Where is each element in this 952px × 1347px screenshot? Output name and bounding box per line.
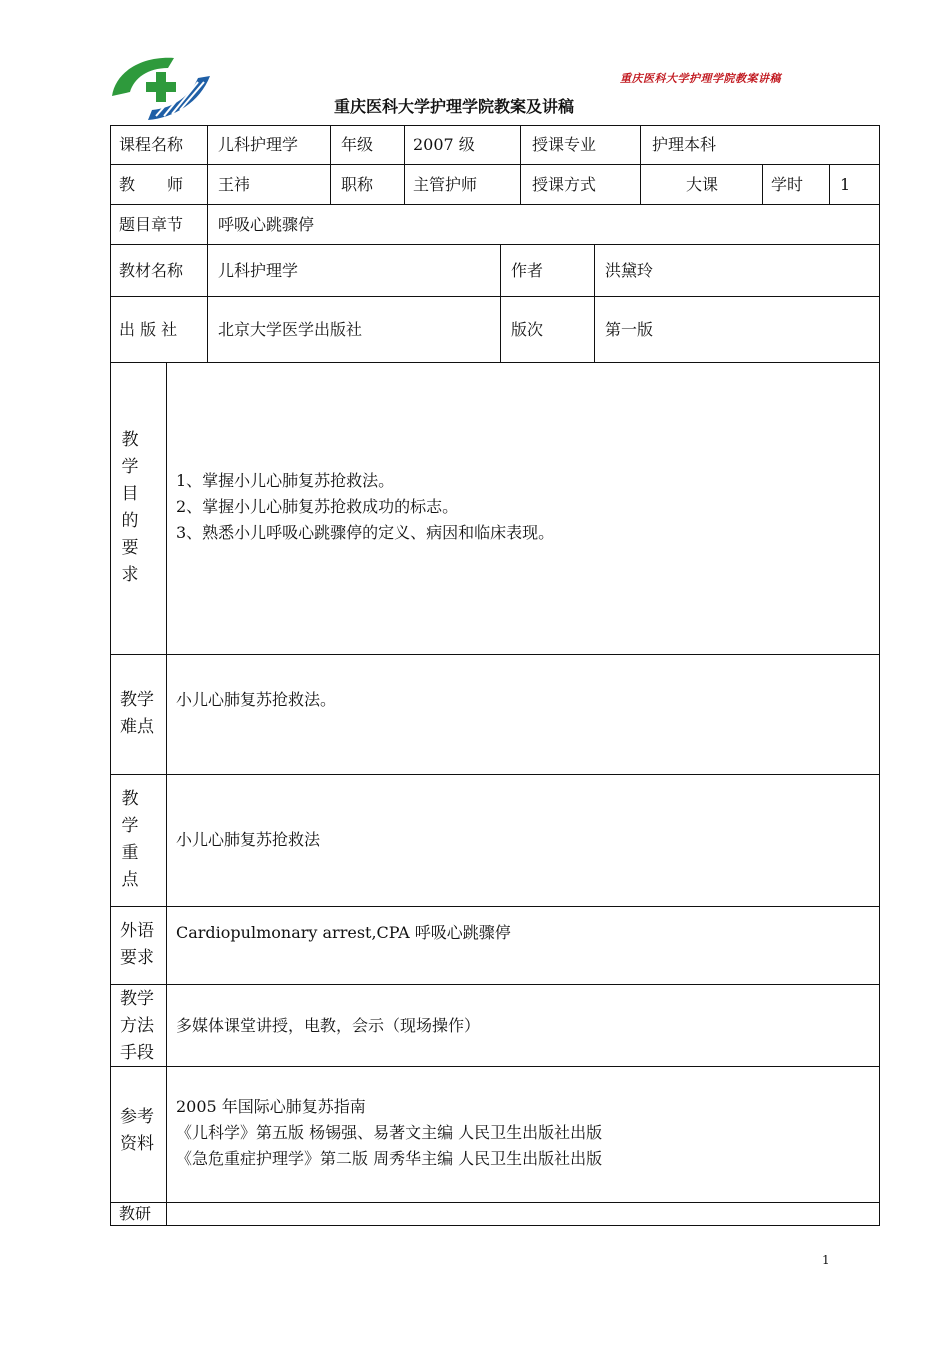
reference-item: 2005 年国际心肺复苏指南 (176, 1097, 366, 1116)
objective-item: 2、掌握小儿心肺复苏抢救成功的标志。 (176, 497, 459, 516)
document-title: 重庆医科大学护理学院教案及讲稿 (334, 97, 575, 116)
major-label: 授课专业 (532, 135, 597, 154)
difficulty-label: 教学难点 (120, 690, 154, 737)
lesson-plan-table (110, 125, 880, 1226)
objective-item: 3、熟悉小儿呼吸心跳骤停的定义、病因和临床表现。 (176, 523, 555, 542)
difficulty-value: 小儿心肺复苏抢救法。 (176, 690, 337, 709)
hours-value: 1 (840, 175, 851, 194)
header-note: 重庆医科大学护理学院教案讲稿 (620, 72, 781, 85)
foreign-language-value: Cardiopulmonary arrest,CPA 呼吸心跳骤停 (176, 923, 511, 942)
objectives-list (176, 468, 554, 546)
textbook-value: 儿科护理学 (218, 261, 299, 280)
objective-item: 1、掌握小儿心肺复苏抢救法。 (176, 471, 395, 490)
job-title-label: 职称 (341, 175, 374, 194)
methods-label: 教学方法手段 (120, 989, 154, 1063)
foreign-language-label: 外语要求 (120, 921, 154, 968)
teaching-method-label: 授课方式 (532, 175, 597, 194)
reference-item: 《急危重症护理学》第二版 周秀华主编 人民卫生出版社出版 (176, 1149, 603, 1168)
author-label: 作者 (511, 261, 544, 280)
grade-value: 2007 级 (413, 135, 475, 154)
reference-item: 《儿科学》第五版 杨锡强、易著文主编 人民卫生出版社出版 (176, 1123, 603, 1142)
methods-value: 多媒体课堂讲授，电教，会示（现场操作） (176, 1016, 481, 1035)
edition-label: 版次 (511, 320, 544, 339)
course-name-value: 儿科护理学 (218, 135, 299, 154)
references-list (176, 1094, 602, 1172)
major-value: 护理本科 (652, 135, 717, 154)
objectives-label: 教学目的要求 (121, 430, 139, 585)
teaching-method-value: 大课 (686, 175, 719, 194)
hours-label: 学时 (771, 175, 804, 194)
grade-label: 年级 (341, 135, 374, 154)
publisher-label: 出 版 社 (119, 320, 178, 339)
textbook-label: 教材名称 (119, 261, 184, 280)
page-number: 1 (822, 1253, 830, 1267)
author-value: 洪黛玲 (605, 261, 654, 280)
key-points-label: 教学重点 (121, 789, 139, 890)
publisher-value: 北京大学医学出版社 (218, 320, 363, 339)
research-label: 教研 (119, 1204, 152, 1223)
references-label: 参考资料 (120, 1107, 154, 1154)
topic-label: 题目章节 (119, 215, 184, 234)
course-name-label: 课程名称 (119, 135, 184, 154)
key-points-value: 小儿心肺复苏抢救法 (176, 830, 321, 849)
teacher-value: 王祎 (218, 175, 251, 194)
topic-value: 呼吸心跳骤停 (218, 215, 315, 234)
school-logo (104, 52, 216, 124)
job-title-value: 主管护师 (413, 175, 478, 194)
edition-value: 第一版 (605, 320, 654, 339)
teacher-label: 教 师 (119, 175, 184, 194)
